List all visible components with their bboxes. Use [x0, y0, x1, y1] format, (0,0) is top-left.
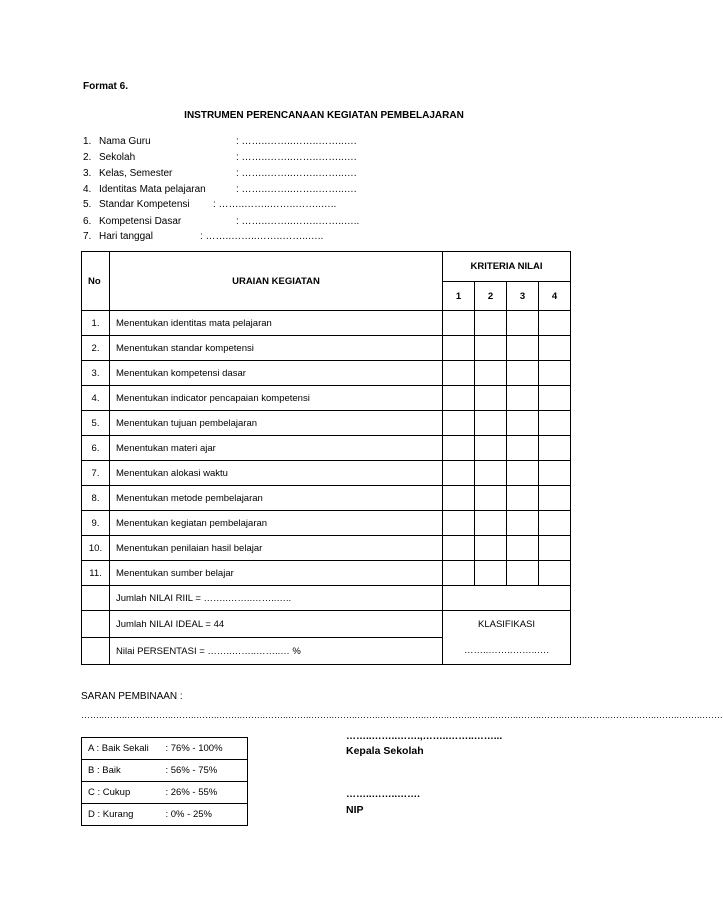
score-col-header: 2	[475, 282, 507, 311]
score-cell[interactable]	[443, 461, 475, 486]
score-cell[interactable]	[475, 536, 507, 561]
score-cell[interactable]	[507, 511, 539, 536]
row-text: Menentukan materi ajar	[110, 436, 443, 461]
table-row	[82, 411, 571, 436]
legend-range: : 0% - 25%	[166, 804, 248, 826]
row-text: Menentukan metode pembelajaran	[110, 486, 443, 511]
score-cell[interactable]	[507, 461, 539, 486]
col-header-no: No	[82, 252, 110, 311]
empty-cell	[443, 586, 571, 611]
row-no: 7.	[82, 461, 110, 486]
row-text: Menentukan penilaian hasil belajar	[110, 536, 443, 561]
legend-grade: B : Baik	[82, 760, 166, 782]
identity-num: 5.	[83, 199, 92, 210]
row-no: 6.	[82, 436, 110, 461]
score-cell[interactable]	[475, 336, 507, 361]
identity-item-sekolah	[83, 152, 357, 163]
score-cell[interactable]	[475, 386, 507, 411]
identity-label: Kompetensi Dasar	[99, 216, 182, 227]
saran-input[interactable]: ……..……..……..……..……..……..……..……..……..……..……..……..……..……..……..……..……..……..……..……..……..……..……..……..……..……..……..…….	[81, 710, 723, 720]
kepala-sekolah-label: Kepala Sekolah	[346, 745, 424, 757]
score-cell[interactable]	[539, 486, 571, 511]
score-cell[interactable]	[539, 336, 571, 361]
jumlah-ideal-row	[82, 611, 571, 638]
identity-label: Hari tanggal	[99, 231, 153, 242]
signature-place-date[interactable]: ……..……..…….,……..……..……...	[346, 731, 503, 742]
row-no: 1.	[82, 311, 110, 336]
score-cell[interactable]	[443, 536, 475, 561]
score-cell[interactable]	[507, 411, 539, 436]
nip-label: NIP	[346, 804, 364, 816]
score-cell[interactable]	[475, 486, 507, 511]
score-cell[interactable]	[539, 511, 571, 536]
row-text: Menentukan kegiatan pembelajaran	[110, 511, 443, 536]
identity-value[interactable]: : ……..……..……..……..….	[236, 152, 357, 163]
identity-item-kelas-semester	[83, 168, 357, 179]
score-cell[interactable]	[443, 411, 475, 436]
legend-range: : 56% - 75%	[166, 760, 248, 782]
score-cell[interactable]	[475, 461, 507, 486]
identity-value[interactable]: : ……..……..……..……..….	[236, 184, 357, 195]
score-cell[interactable]	[507, 336, 539, 361]
table-row	[82, 536, 571, 561]
table-header-row	[82, 252, 571, 282]
table-row	[82, 436, 571, 461]
format-label: Format 6.	[83, 81, 129, 92]
empty-cell	[82, 611, 110, 638]
identity-label: Identitas Mata pelajaran	[99, 184, 206, 195]
score-cell[interactable]	[475, 561, 507, 586]
table-row	[82, 461, 571, 486]
score-cell[interactable]	[443, 361, 475, 386]
score-cell[interactable]	[539, 411, 571, 436]
score-col-header: 1	[443, 282, 475, 311]
row-no: 10.	[82, 536, 110, 561]
score-cell[interactable]	[539, 561, 571, 586]
score-col-header: 3	[507, 282, 539, 311]
score-cell[interactable]	[507, 361, 539, 386]
score-cell[interactable]	[443, 511, 475, 536]
score-cell[interactable]	[539, 386, 571, 411]
legend-grade: D : Kurang	[82, 804, 166, 826]
identity-value[interactable]: : ……..……..……..……..…..	[213, 199, 337, 210]
row-no: 4.	[82, 386, 110, 411]
legend-row	[82, 782, 248, 804]
col-header-uraian: URAIAN KEGIATAN	[110, 252, 443, 311]
jumlah-riil-row	[82, 586, 571, 611]
identity-item-kompetensi-dasar	[83, 216, 359, 227]
identity-num: 1.	[83, 136, 92, 147]
score-cell[interactable]	[507, 536, 539, 561]
score-cell[interactable]	[475, 511, 507, 536]
row-text: Menentukan identitas mata pelajaran	[110, 311, 443, 336]
score-cell[interactable]	[507, 386, 539, 411]
row-no: 5.	[82, 411, 110, 436]
score-col-header: 4	[539, 282, 571, 311]
klasifikasi-value[interactable]: ……..……..……..….	[443, 638, 571, 665]
identity-value[interactable]: : ……..……..……..……..….	[236, 136, 357, 147]
score-cell[interactable]	[443, 436, 475, 461]
jumlah-ideal: Jumlah NILAI IDEAL = 44	[110, 611, 443, 638]
legend-row	[82, 760, 248, 782]
row-text: Menentukan alokasi waktu	[110, 461, 443, 486]
table-row	[82, 486, 571, 511]
grade-legend	[81, 737, 248, 826]
score-cell[interactable]	[539, 311, 571, 336]
row-text: Menentukan indicator pencapaian kompetensi	[110, 386, 443, 411]
table-row	[82, 511, 571, 536]
row-no: 8.	[82, 486, 110, 511]
identity-item-nama-guru	[83, 136, 357, 147]
table-row	[82, 311, 571, 336]
score-cell[interactable]	[443, 386, 475, 411]
col-header-kriteria: KRITERIA NILAI	[443, 252, 571, 282]
score-cell[interactable]	[443, 336, 475, 361]
score-cell[interactable]	[539, 536, 571, 561]
identity-value[interactable]: : ……..……..……..……..….	[236, 168, 357, 179]
saran-label: SARAN PEMBINAAN :	[81, 691, 183, 702]
identity-label: Standar Kompetensi	[99, 199, 190, 210]
row-no: 2.	[82, 336, 110, 361]
row-text: Menentukan kompetensi dasar	[110, 361, 443, 386]
identity-label: Kelas, Semester	[99, 168, 173, 179]
identity-num: 3.	[83, 168, 92, 179]
identity-item-standar-kompetensi	[83, 199, 336, 210]
score-cell[interactable]	[475, 361, 507, 386]
identity-value[interactable]: : ……..……..……..……..…..	[236, 216, 360, 227]
empty-cell	[82, 638, 110, 665]
row-text: Menentukan tujuan pembelajaran	[110, 411, 443, 436]
score-cell[interactable]	[475, 411, 507, 436]
identity-num: 7.	[83, 231, 92, 242]
score-cell[interactable]	[475, 311, 507, 336]
legend-range: : 76% - 100%	[166, 738, 248, 760]
row-text: Menentukan standar kompetensi	[110, 336, 443, 361]
klasifikasi-label: KLASIFIKASI	[443, 611, 571, 638]
table-row	[82, 336, 571, 361]
table-row	[82, 361, 571, 386]
score-cell[interactable]	[539, 436, 571, 461]
jumlah-riil[interactable]: Jumlah NILAI RIIL = ……..……..……..…..	[110, 586, 443, 611]
score-cell[interactable]	[475, 436, 507, 461]
score-cell[interactable]	[443, 561, 475, 586]
score-cell[interactable]	[443, 311, 475, 336]
score-cell[interactable]	[539, 461, 571, 486]
table-row	[82, 561, 571, 586]
identity-item-hari-tanggal	[83, 231, 323, 242]
persentasi[interactable]: Nilai PERSENTASI = ……..……..……..… %	[110, 638, 443, 665]
row-text: Menentukan sumber belajar	[110, 561, 443, 586]
table-row	[82, 386, 571, 411]
legend-grade: A : Baik Sekali	[82, 738, 166, 760]
row-no: 9.	[82, 511, 110, 536]
identity-value[interactable]: : ……..……..……..……..…..	[200, 231, 324, 242]
identity-num: 2.	[83, 152, 92, 163]
identity-label: Nama Guru	[99, 136, 151, 147]
score-cell[interactable]	[507, 486, 539, 511]
legend-row	[82, 738, 248, 760]
identity-num: 4.	[83, 184, 92, 195]
score-cell[interactable]	[507, 311, 539, 336]
assessment-table	[81, 251, 571, 665]
signature-name[interactable]: ……..……..…….	[346, 789, 420, 800]
row-no: 3.	[82, 361, 110, 386]
identity-label: Sekolah	[99, 152, 136, 163]
legend-row	[82, 804, 248, 826]
score-cell[interactable]	[507, 436, 539, 461]
legend-range: : 26% - 55%	[166, 782, 248, 804]
score-cell[interactable]	[539, 361, 571, 386]
identity-item-mata-pelajaran	[83, 184, 357, 195]
persentasi-row	[82, 638, 571, 665]
page-title: INSTRUMEN PERENCANAAN KEGIATAN PEMBELAJARAN	[184, 110, 464, 121]
identity-num: 6.	[83, 216, 92, 227]
score-cell[interactable]	[507, 561, 539, 586]
legend-grade: C : Cukup	[82, 782, 166, 804]
score-cell[interactable]	[443, 486, 475, 511]
row-no: 11.	[82, 561, 110, 586]
empty-cell	[82, 586, 110, 611]
